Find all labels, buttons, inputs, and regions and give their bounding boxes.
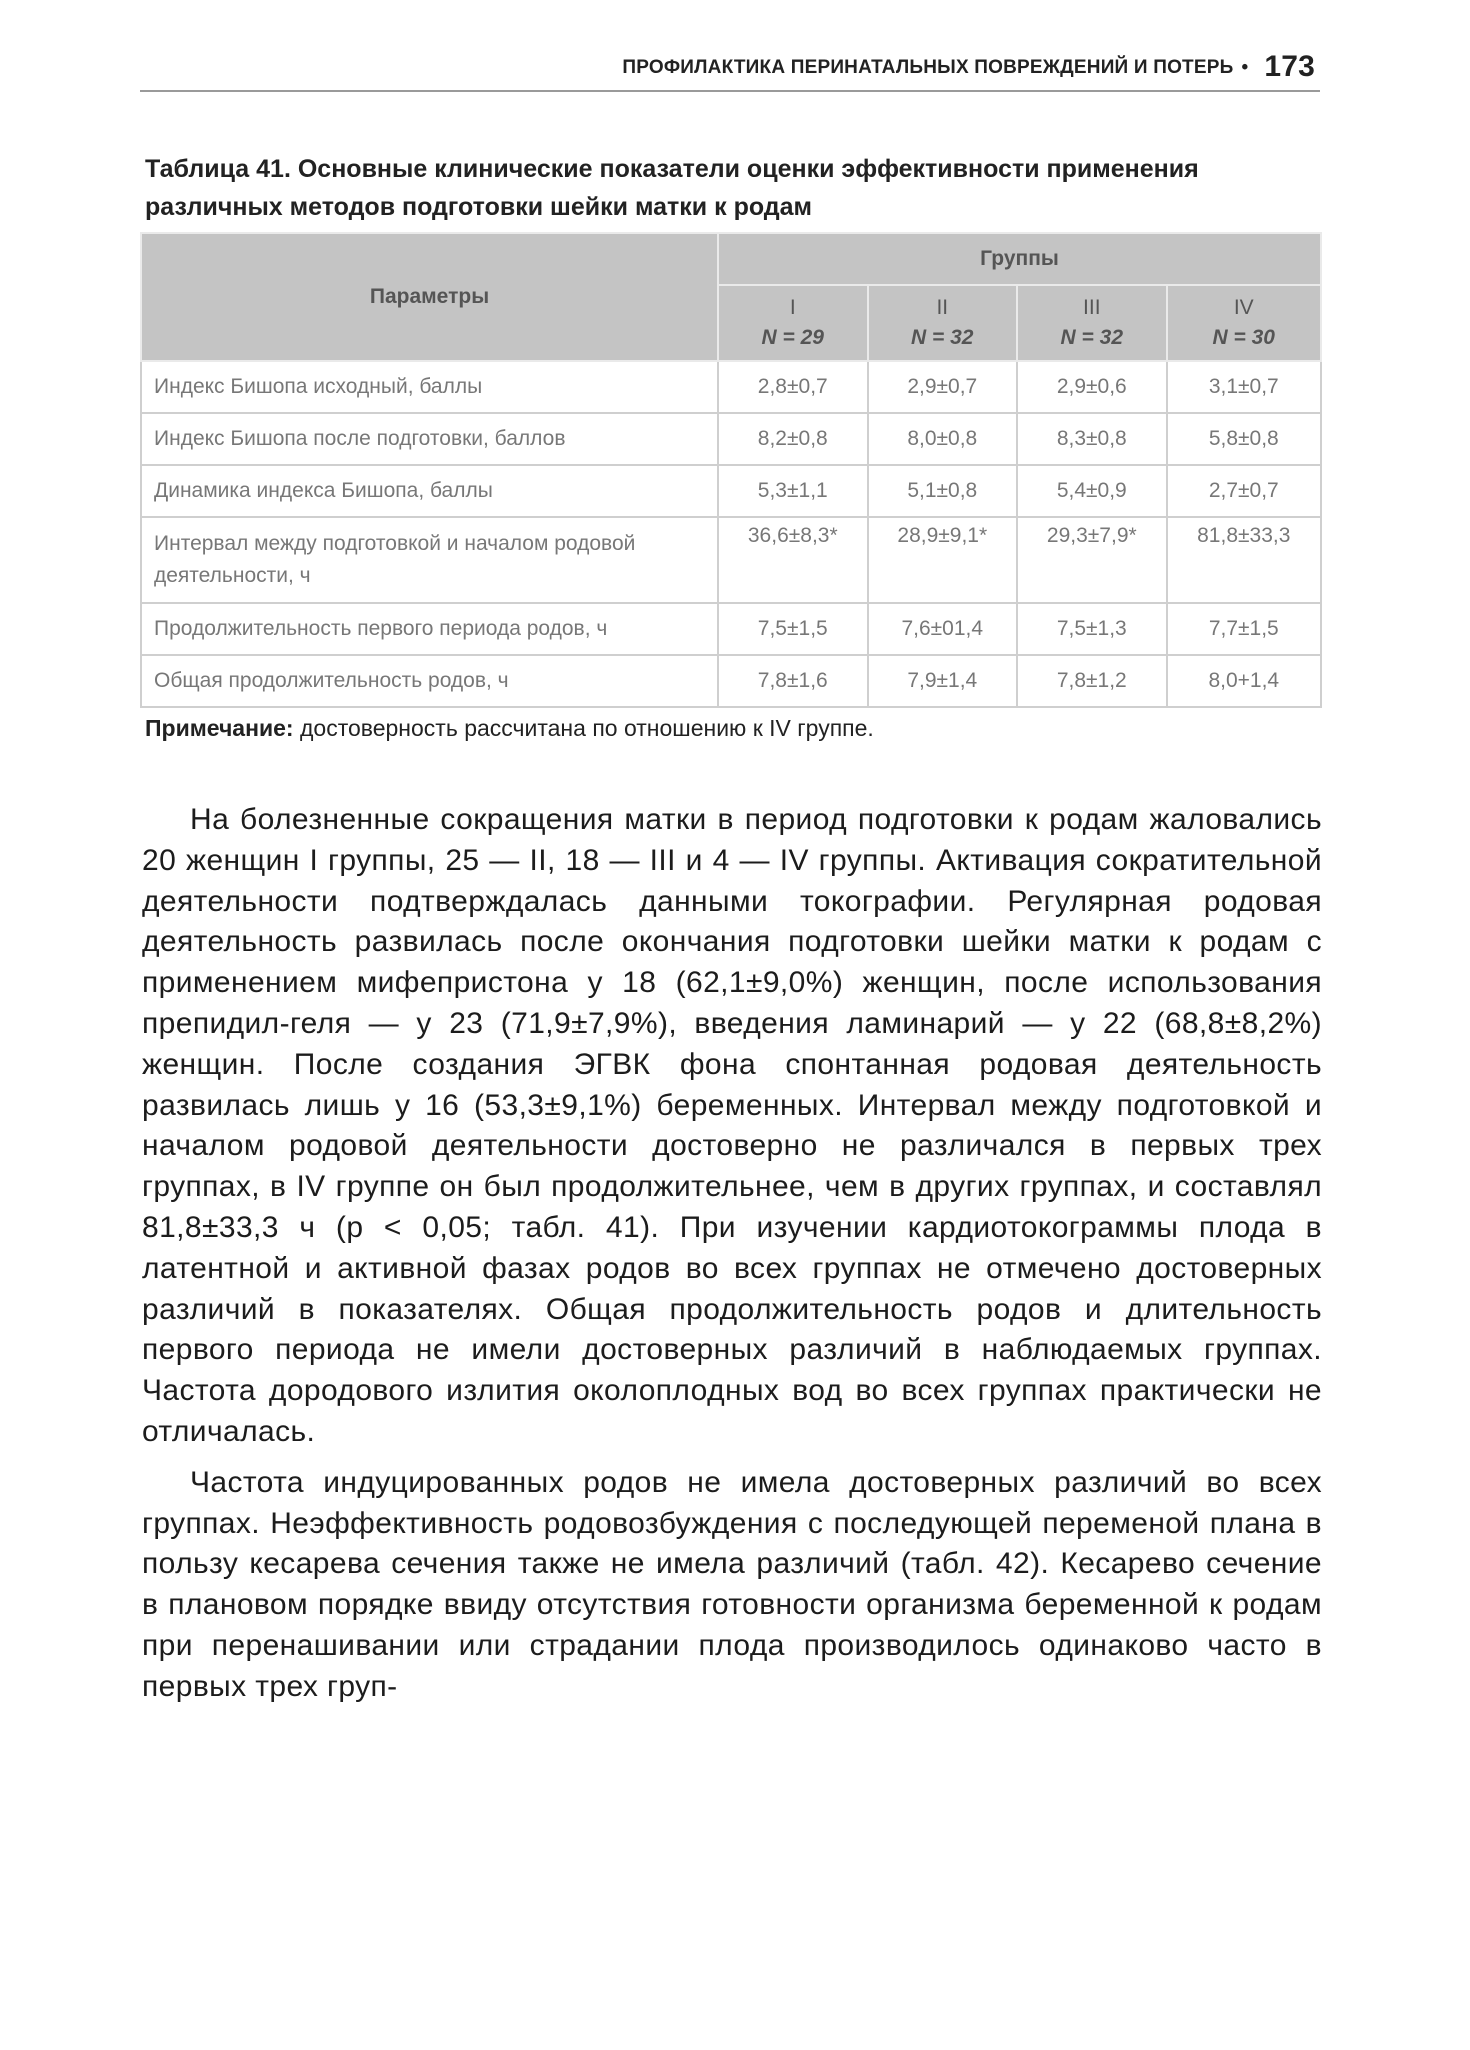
table-cell: 8,2±0,8 bbox=[718, 413, 868, 465]
row-parameter: Динамика индекса Бишопа, баллы bbox=[141, 465, 718, 517]
row-parameter: Интервал между подготовкой и началом родовой деятельности, ч bbox=[141, 517, 718, 603]
table-cell: 7,9±1,4 bbox=[868, 655, 1018, 707]
table-cell: 7,5±1,5 bbox=[718, 603, 868, 655]
table-cell: 7,6±01,4 bbox=[868, 603, 1018, 655]
table-cell: 2,7±0,7 bbox=[1167, 465, 1321, 517]
group-n: N = 32 bbox=[911, 326, 974, 349]
table-cell: 2,8±0,7 bbox=[718, 361, 868, 413]
table-cell: 2,9±0,7 bbox=[868, 361, 1018, 413]
row-parameter: Продолжительность первого периода родов, ч bbox=[141, 603, 718, 655]
table-cell: 5,4±0,9 bbox=[1017, 465, 1167, 517]
table-cell: 7,8±1,6 bbox=[718, 655, 868, 707]
group-header bbox=[718, 285, 868, 361]
table-cell: 8,0+1,4 bbox=[1167, 655, 1321, 707]
table-row bbox=[141, 517, 1321, 603]
group-header bbox=[1017, 285, 1167, 361]
header-separator: • bbox=[1241, 57, 1249, 78]
table-cell: 5,8±0,8 bbox=[1167, 413, 1321, 465]
group-header bbox=[1167, 285, 1321, 361]
group-n: N = 30 bbox=[1212, 326, 1275, 349]
table-row bbox=[141, 655, 1321, 707]
note-text: достоверность рассчитана по отношению к IV группе. bbox=[299, 715, 874, 741]
paragraph: На болезненные сокращения матки в период подготовки к родам жаловались 20 женщин I группы, 25 — II, 18 — III и 4 — IV группы. Активация сократительной деятельности подтверждалась данными токографии. Регулярная родовая деятельность развилась после окончания подготовки шейки матки к родам с применением мифепристона у 18 (62,1±9,0%) женщин, после использования препидил-геля — у 23 (71,9±7,9%), введения ламинарий — у 22 (68,8±8,2%) женщин. После создания ЭГВК фона спонтанная родовая деятельность развилась лишь у 16 (53,3±9,1%) беременных. Интервал между подготовкой и началом родовой деятельности достоверно не различался в первых трех группах, в IV группе он был продолжительнее, чем в других группах, и составлял 81,8±33,3 ч (p < 0,05; табл. 41). При изучении кардиотокограммы плода в латентной и активной фазах родов во всех группах не отмечено достоверных различий в показателях. Общая продолжительность родов и длительность первого периода не имели достоверных различий в наблюдаемых группах. Частота дородового излития околоплодных вод во всех группах практически не отличалась. bbox=[142, 803, 1322, 1448]
group-name: II bbox=[936, 296, 949, 319]
header-rule bbox=[140, 90, 1320, 92]
table-cell: 5,3±1,1 bbox=[718, 465, 868, 517]
group-n: N = 32 bbox=[1060, 326, 1124, 349]
table-cell: 8,3±0,8 bbox=[1017, 413, 1167, 465]
data-table bbox=[140, 232, 1322, 708]
row-parameter: Индекс Бишопа после подготовки, баллов bbox=[141, 413, 718, 465]
group-header bbox=[868, 285, 1018, 361]
page-number: 173 bbox=[1264, 50, 1315, 83]
note-label: Примечание: bbox=[145, 715, 294, 741]
table-caption: Таблица 41. Основные клинические показатели оценки эффективности применения различных методов подготовки шейки матки к родам bbox=[145, 155, 1199, 221]
table-cell: 5,1±0,8 bbox=[868, 465, 1018, 517]
table-cell: 81,8±33,3 bbox=[1167, 517, 1321, 603]
table-cell: 7,7±1,5 bbox=[1167, 603, 1321, 655]
paragraph: Частота индуцированных родов не имела достоверных различий во всех группах. Неэффективность родовозбуждения с последующей переменой плана в пользу кесарева сечения также не имела различий (табл. 42). Кесарево сечение в плановом порядке ввиду отсутствия готовности организма беременной к родам при перенашивании или страдании плода производилось одинаково часто в первых трех груп- bbox=[142, 1465, 1322, 1703]
table-cell: 29,3±7,9* bbox=[1017, 517, 1167, 603]
group-name: IV bbox=[1233, 296, 1254, 319]
table-cell: 3,1±0,7 bbox=[1167, 361, 1321, 413]
table-cell: 7,8±1,2 bbox=[1017, 655, 1167, 707]
group-name: I bbox=[789, 296, 796, 319]
table-cell: 28,9±9,1* bbox=[868, 517, 1018, 603]
table-row bbox=[141, 603, 1321, 655]
table-cell: 7,5±1,3 bbox=[1017, 603, 1167, 655]
column-header-groups: Группы bbox=[718, 233, 1321, 285]
group-name: III bbox=[1083, 296, 1101, 319]
table-row bbox=[141, 361, 1321, 413]
running-header bbox=[505, 50, 1315, 84]
table-note bbox=[145, 715, 1320, 742]
table-cell: 36,6±8,3* bbox=[718, 517, 868, 603]
body-text bbox=[142, 800, 1322, 1718]
table-container bbox=[140, 232, 1322, 708]
running-title: ПРОФИЛАКТИКА ПЕРИНАТАЛЬНЫХ ПОВРЕЖДЕНИЙ И ПОТЕРЬ bbox=[622, 57, 1234, 78]
table-row bbox=[141, 413, 1321, 465]
row-parameter: Индекс Бишопа исходный, баллы bbox=[141, 361, 718, 413]
group-n: N = 29 bbox=[761, 326, 824, 349]
column-header-parameters: Параметры bbox=[141, 233, 718, 361]
row-parameter: Общая продолжительность родов, ч bbox=[141, 655, 718, 707]
table-row bbox=[141, 465, 1321, 517]
table-cell: 8,0±0,8 bbox=[868, 413, 1018, 465]
table-cell: 2,9±0,6 bbox=[1017, 361, 1167, 413]
